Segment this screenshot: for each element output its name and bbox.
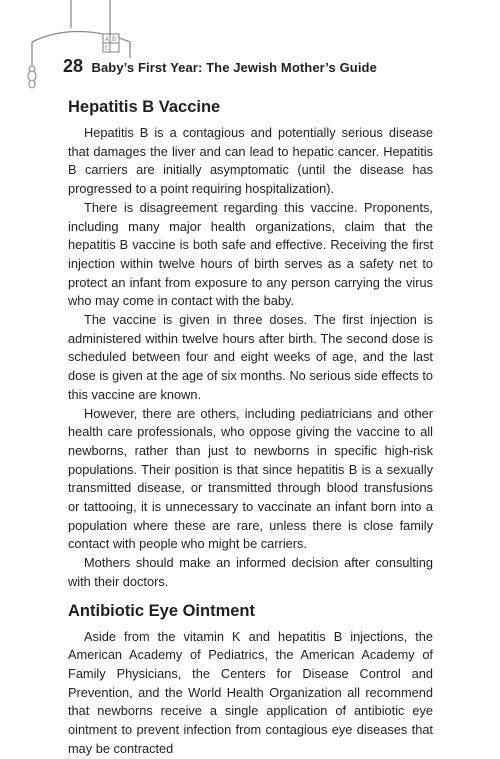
- section-heading-hepatitis-b: Hepatitis B Vaccine: [68, 98, 221, 116]
- paragraph: There is disagreement regarding this vaccine. Proponents, including many major health organizations, claim that the hepatitis B vaccine is both safe and effective. Receiving the first injection within twelve hours of birth serves as a safety net to protect an infant from exposure to any person carrying the virus who may come in contact with the baby.: [68, 199, 433, 309]
- svg-text:C: C: [105, 45, 110, 52]
- page-number: 28: [63, 56, 84, 76]
- book-title: Baby’s First Year: The Jewish Mother’s Guide: [91, 60, 377, 75]
- page-body: [68, 96, 433, 759]
- paragraph: Mothers should make an informed decision after consulting with their doctors.: [68, 555, 433, 589]
- paragraph: Hepatitis B is a contagious and potentially serious disease that damages the liver and can lead to hepatic cancer. Hepatitis B carriers are initially asymptomatic (until the disease has progressed to a point requiring hospitalization).: [68, 125, 433, 197]
- running-head: [63, 56, 483, 77]
- svg-text:A: A: [105, 36, 110, 43]
- svg-text:B: B: [112, 36, 117, 43]
- paragraph: The vaccine is given in three doses. The first injection is administered within twelve hours after birth. The second dose is scheduled between four and eight weeks of age, and the last dose is given at the age of six months. No serious side effects to this vaccine are known.: [68, 312, 433, 402]
- paragraph: Aside from the vitamin K and hepatitis B injections, the American Academy of Pediatrics, the American Academy of Family Physicians, the Centers for Disease Control and Prevention, and the World Health Organization all recommend that newborns receive a single application of antibiotic eye ointment to prevent infection from contagious eye diseases that may be contracted: [68, 628, 433, 756]
- section-heading-antibiotic-eye-ointment: Antibiotic Eye Ointment: [68, 601, 256, 620]
- paragraph: However, there are others, including pediatricians and other health care professionals, who oppose giving the vaccine to all newborns, rather than just to newborns in specific high-risk populations. Their position is that since hepatitis B is a sexually transmitted disease, or transmitted through blood transfusions or tattooing, it is unnecessary to vaccinate an infant born into a population where these are rare, unless there is close family contact with people who might be carriers.: [68, 405, 433, 552]
